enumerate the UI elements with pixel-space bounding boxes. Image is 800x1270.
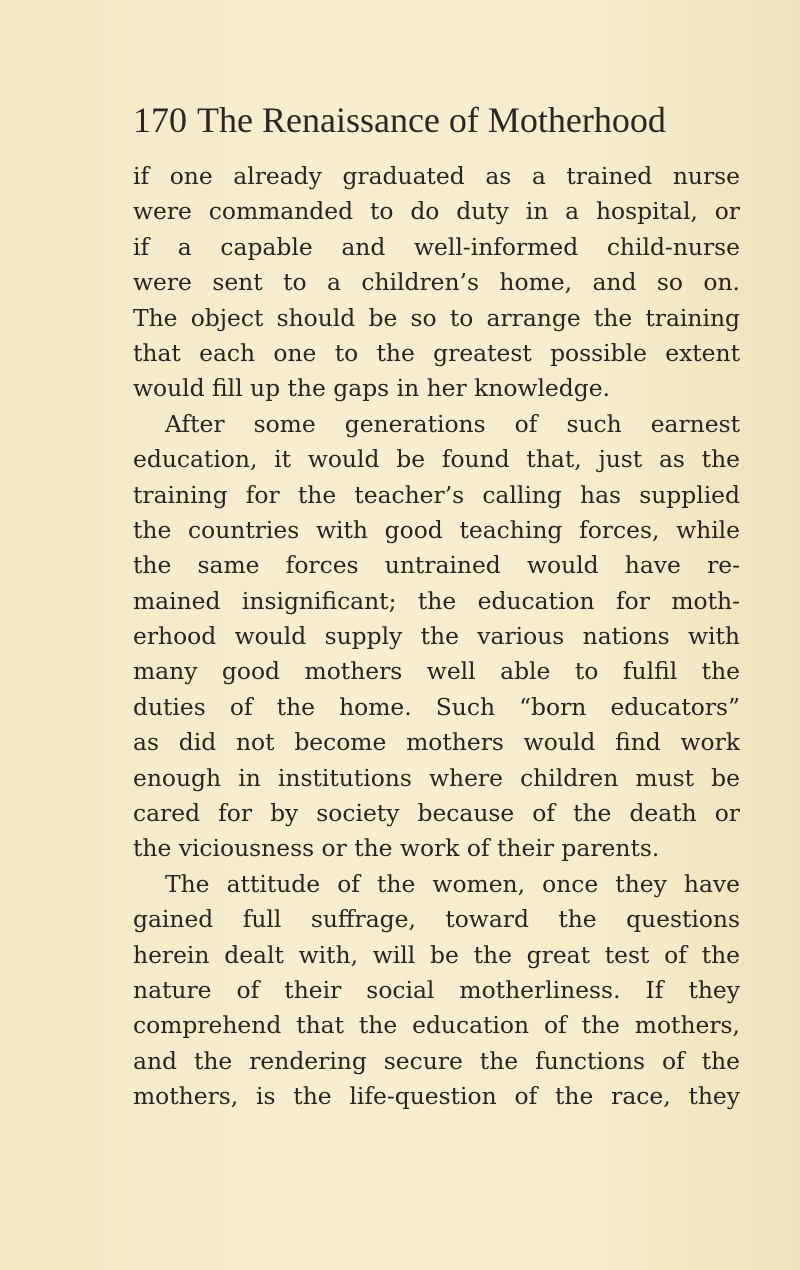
- running-head: [133, 100, 666, 140]
- text-line: gained full suffrage, toward the questions: [133, 905, 740, 934]
- text-line: that each one to the greatest possible extent: [133, 338, 740, 367]
- text-line: duties of the home. Such “born educators”: [133, 692, 740, 721]
- text-line: enough in institutions where children must be: [133, 763, 740, 792]
- text-line: were commanded to do duty in a hospital, or: [133, 197, 740, 226]
- text-line: erhood would supply the various nations with: [133, 622, 740, 651]
- text-line: training for the teacher’s calling has supplied: [133, 480, 740, 509]
- text-line: if one already graduated as a trained nurse: [133, 162, 740, 190]
- text-line: were sent to a children’s home, and so on.: [133, 268, 740, 297]
- text-line: herein dealt with, will be the great test of the: [133, 940, 740, 969]
- text-line: many good mothers well able to fulfil the: [133, 657, 740, 686]
- text-line: cared for by society because of the death or: [133, 799, 740, 828]
- text-line: mothers, is the life-question of the race, they: [133, 1082, 740, 1111]
- text-line: and the rendering secure the functions of the: [133, 1046, 740, 1075]
- text-line: education, it would be found that, just as the: [133, 445, 740, 474]
- running-title: The Renaissance of Motherhood: [197, 100, 666, 140]
- text-line: The object should be so to arrange the training: [133, 303, 740, 332]
- text-line: nature of their social motherliness. If they: [133, 975, 740, 1004]
- text-line: as did not become mothers would find work: [133, 728, 740, 757]
- body-text: [133, 159, 740, 1115]
- text-line: After some generations of such earnest: [165, 409, 740, 438]
- text-line: the countries with good teaching forces, while: [133, 515, 740, 544]
- text-line: would fill up the gaps in her knowledge.: [133, 374, 610, 403]
- text-line: comprehend that the education of the mothers,: [133, 1011, 740, 1040]
- text-line: the same forces untrained would have re-: [133, 551, 740, 580]
- page-number: 170: [133, 100, 187, 140]
- text-line: the viciousness or the work of their parents.: [133, 834, 660, 863]
- text-line: mained insignificant; the education for moth-: [133, 586, 740, 615]
- text-line: The attitude of the women, once they have: [165, 869, 740, 898]
- text-line: if a capable and well-informed child-nurse: [133, 232, 740, 261]
